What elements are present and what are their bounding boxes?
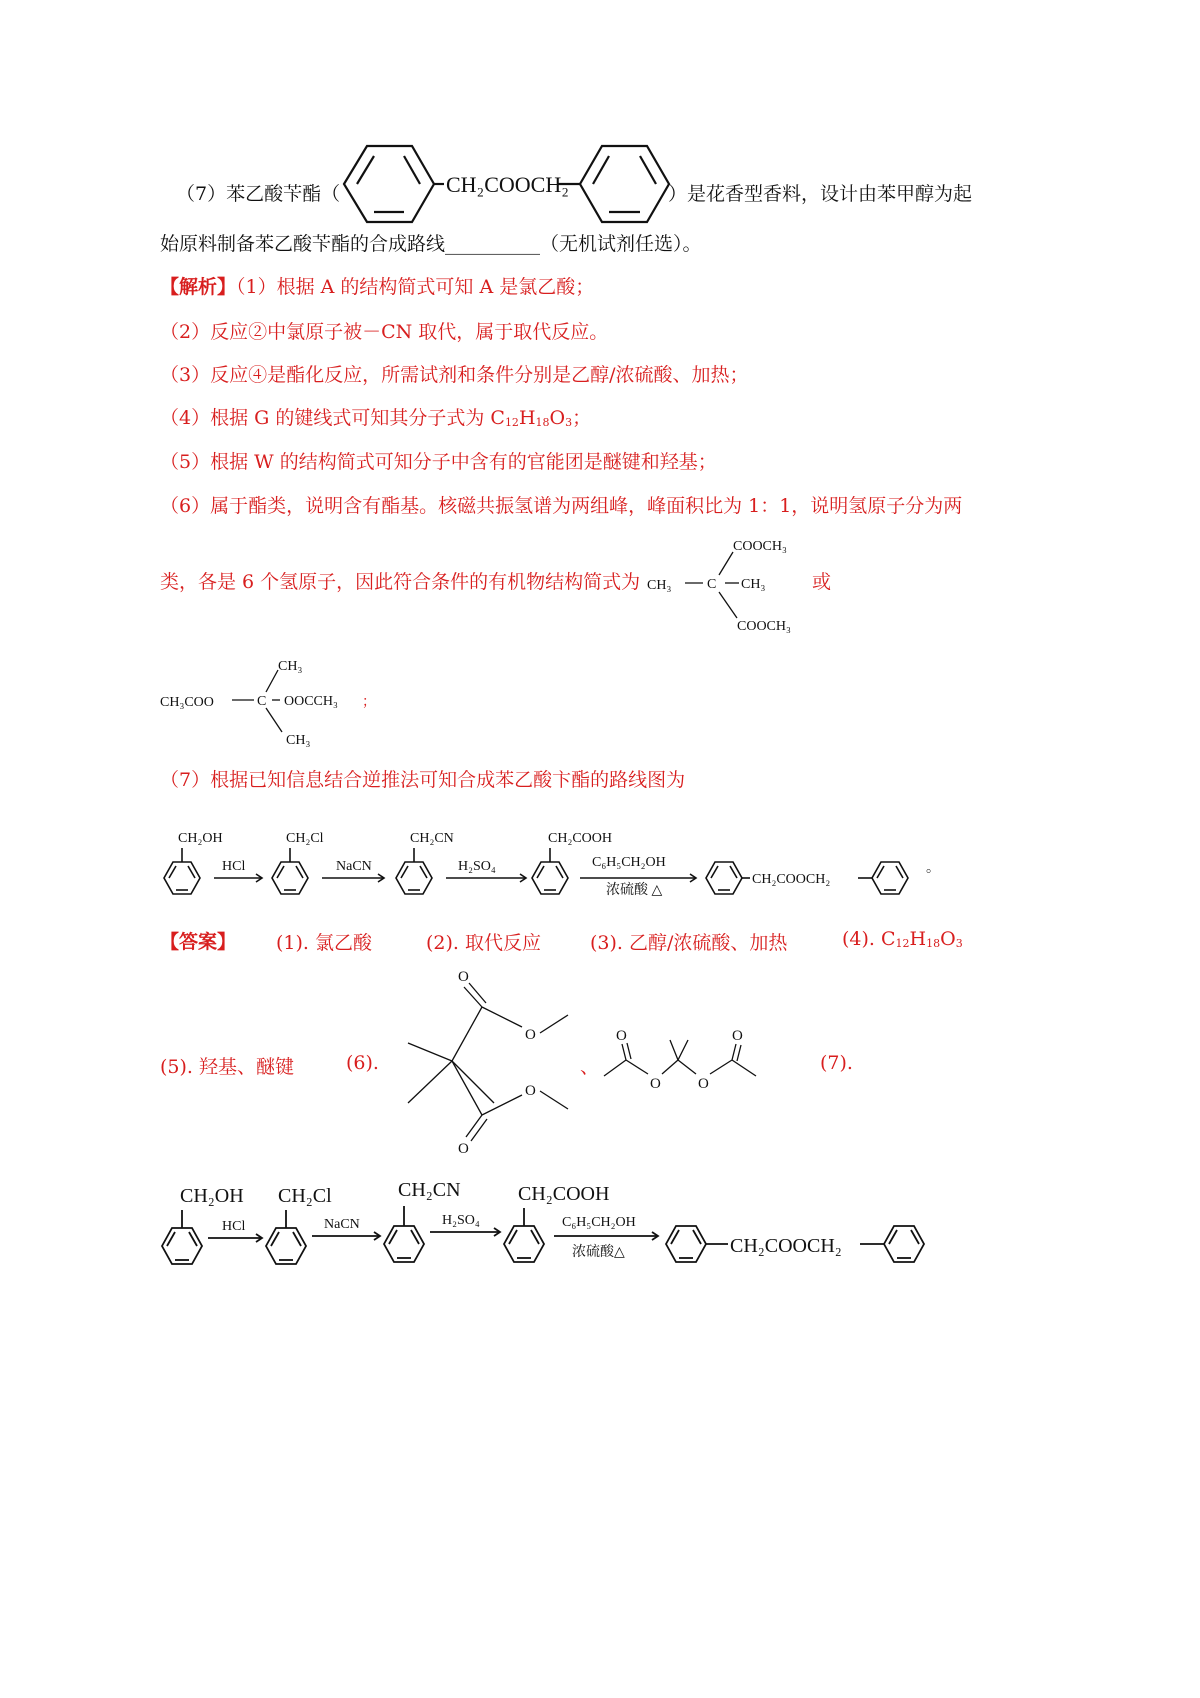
route2-sub4: CH₂COOH (518, 1183, 610, 1205)
route-sub3: CH₂CN (410, 831, 454, 846)
analysis-s4-sub-18: 18 (535, 416, 550, 429)
answer-1: (1). 氯乙酸 (276, 932, 372, 954)
struct1-center: C (707, 577, 717, 592)
route2-r1: HCl (222, 1219, 246, 1234)
answer-7: (7). (820, 1052, 853, 1074)
analysis-s3: （3）反应④是酯化反应，所需试剂和条件分别是乙醇/浓硫酸、加热； (160, 364, 749, 386)
synthesis-route-answer (158, 1172, 938, 1276)
struct2-right: OOCCH₃ (284, 694, 338, 709)
route2-r4: C₆H₅CH₂OH (562, 1215, 636, 1230)
struct2-center: C (257, 694, 267, 709)
analysis-s2: （2）反应②中氯原子被－CN 取代，属于取代反应。 (160, 321, 609, 343)
answer-4-sub-3: 3 (955, 937, 963, 950)
answer-4-sub-12: 12 (895, 937, 910, 950)
analysis-s4 (160, 404, 591, 437)
analysis-s6-or: 或 (812, 571, 832, 593)
answer-6-a-o2: O (525, 1027, 536, 1043)
route-product: CH₂COOCH₂ (752, 872, 831, 887)
analysis-s4-sub-3: 3 (565, 416, 573, 429)
struct1-right: CH₃ (741, 577, 766, 592)
struct2-end: ； (362, 695, 376, 710)
route2-r3: H₂SO₄ (442, 1213, 480, 1228)
struct2-left: CH₃COO (160, 695, 214, 710)
route2-sub1: CH₂OH (180, 1185, 244, 1207)
analysis-s4-sub-12: 12 (504, 416, 519, 429)
q7-suffix: ）是花香型香料，设计由苯甲醇为起 (668, 183, 973, 205)
route-end: 。 (926, 861, 940, 876)
analysis-s5: （5）根据 W 的结构简式可知分子中含有的官能团是醚键和羟基； (160, 451, 717, 473)
route-sub4: CH₂COOH (548, 831, 612, 846)
q7-prefix: （7）苯乙酸苄酯（ (176, 183, 341, 205)
benzyl-phenylacetate-structure (330, 140, 675, 228)
answer-6-skeletal-1 (396, 965, 581, 1160)
answer-6-a-o1: O (458, 969, 469, 985)
answer-5: (5). 羟基、醚键 (160, 1056, 294, 1078)
answer-6-skeletal-2 (596, 1026, 782, 1098)
answer-4-o: O (940, 928, 956, 950)
q7-formula-mid: CH₂COOCH₂ (446, 172, 569, 197)
analysis-s6-2: 类，各是 6 个氢原子，因此符合条件的有机物结构简式为 (160, 571, 641, 593)
answer-3: (3). 乙醇/浓硫酸、加热 (590, 932, 788, 954)
analysis-s6-1: （6）属于酯类，说明含有酯基。核磁共振氢谱为两组峰，峰面积比为 1：1，说明氢原子分为两 (160, 495, 963, 517)
structure-dimethyl-malonate (645, 528, 820, 640)
answer-6-b-o2: O (650, 1076, 661, 1092)
answer-separator: 、 (580, 1056, 600, 1078)
answer-tag: 【答案】 (160, 931, 237, 953)
answer-4-h: H (909, 928, 927, 950)
route2-r2: NaCN (324, 1217, 360, 1232)
route-r3: H₂SO₄ (458, 859, 496, 874)
analysis-s4-end: ； (572, 407, 592, 429)
struct1-top: COOCH₃ (733, 539, 787, 554)
route-sub1: CH₂OH (178, 831, 223, 846)
answer-4 (842, 928, 963, 950)
route2-sub3: CH₂CN (398, 1179, 461, 1201)
analysis-s4-o: O (549, 407, 566, 429)
answer-4-sub-18: 18 (926, 937, 941, 950)
struct1-bottom: COOCH₃ (737, 619, 791, 634)
route2-r4b: 浓硫酸△ (572, 1245, 625, 1260)
answer-2: (2). 取代反应 (426, 932, 541, 954)
struct2-bottom: CH₃ (286, 733, 311, 748)
route-r4: C₆H₅CH₂OH (592, 855, 666, 870)
route-sub2: CH₂Cl (286, 831, 324, 846)
answer-6-b-o1: O (616, 1028, 627, 1044)
answer-4-pre: (4). C (842, 928, 896, 950)
struct1-left: CH₃ (647, 578, 672, 593)
synthesis-route-analysis (158, 812, 948, 902)
route-r1: HCl (222, 859, 246, 874)
q7-line2: 始原料制备苯乙酸苄酯的合成路线__________（无机试剂任选）。 (160, 233, 702, 255)
struct2-top: CH₃ (278, 659, 303, 674)
structure-diacetoxypropane (158, 648, 388, 752)
answer-6-b-o4: O (732, 1028, 743, 1044)
route2-product: CH₂COOCH₂ (730, 1235, 842, 1257)
route-r4b: 浓硫酸 △ (606, 883, 663, 898)
analysis-line-1 (160, 273, 594, 301)
analysis-s7: （7）根据已知信息结合逆推法可知合成苯乙酸卞酯的路线图为 (160, 769, 686, 791)
analysis-s4-h: H (518, 407, 536, 429)
analysis-s4-pre: （4）根据 G 的键线式可知其分子式为 C (160, 407, 505, 429)
answer-6-b-o3: O (698, 1076, 709, 1092)
route2-sub2: CH₂Cl (278, 1185, 332, 1207)
answer-6-a-o3: O (525, 1083, 536, 1099)
answer-6: (6). (346, 1052, 379, 1074)
answer-6-a-o4: O (458, 1141, 469, 1157)
route-r2: NaCN (336, 859, 372, 874)
analysis-s1: （1）根据 A 的结构简式可知 A 是氯乙酸； (236, 276, 595, 298)
analysis-tag: 【解析】 (160, 276, 237, 298)
